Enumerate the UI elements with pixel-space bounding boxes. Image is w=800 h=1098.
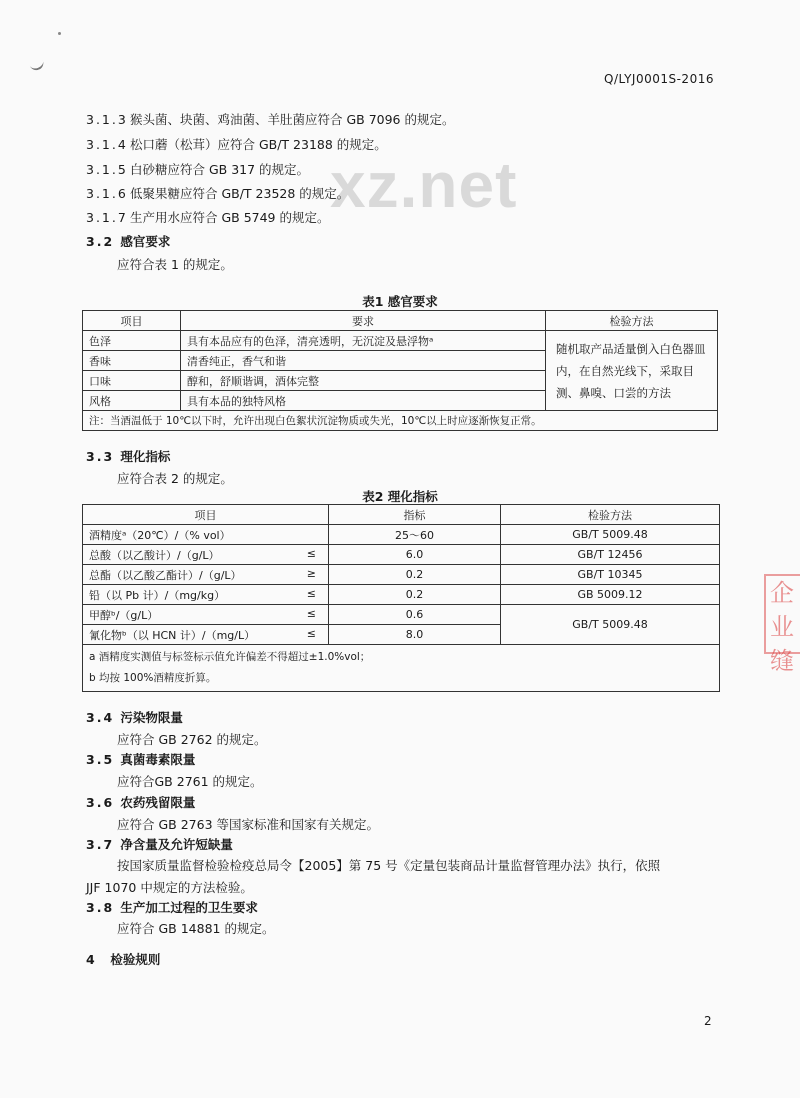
row-method: GB/T 5009.48 [501, 605, 720, 645]
section-3-4-body: 应符合 GB 2762 的规定。 [117, 732, 267, 747]
row-value: 0.2 [329, 585, 501, 605]
row-item: 酒精度ᵃ（20℃）/（% vol） [83, 525, 329, 545]
table-header-row [83, 311, 718, 331]
table-header-row [83, 505, 720, 525]
row-method: GB/T 12456 [501, 545, 720, 565]
section-3-5-heading: 3.5 真菌毒素限量 [86, 752, 196, 767]
row-value: 8.0 [329, 625, 501, 645]
section-3-7-body: 按国家质量监督检验检疫总局令【2005】第 75 号《定量包装商品计量监督管理办法》执行，依照 [117, 858, 661, 873]
row-item: 香味 [83, 351, 181, 371]
table-1-note: 注：当酒温低于 10℃以下时，允许出现白色絮状沉淀物质或失光，10℃以上时应逐渐恢复正常。 [83, 411, 718, 431]
header-item: 项目 [83, 311, 181, 331]
table-2-notes [83, 645, 720, 692]
stamp-text-1: 企业 [770, 579, 794, 641]
scan-dot [58, 32, 61, 35]
header-method: 检验方法 [501, 505, 720, 525]
sensory-table [82, 310, 718, 431]
section-3-7-heading: 3.7 净含量及允许短缺量 [86, 837, 233, 852]
row-item: 甲醇ᵇ/（g/L） ≤ [83, 605, 329, 625]
header-method: 检验方法 [546, 311, 718, 331]
row-item: 总酯（以乙酸乙酯计）/（g/L） ≥ [83, 565, 329, 585]
row-requirement: 具有本品应有的色泽，清亮透明，无沉淀及悬浮物ᵃ [181, 331, 546, 351]
row-method: GB/T 5009.48 [501, 525, 720, 545]
row-requirement: 醇和，舒顺谐调，酒体完整 [181, 371, 546, 391]
inspection-method: 随机取产品适量倒入白色器皿内，在自然光线下，采取目测、鼻嗅、口尝的方法 [546, 331, 718, 411]
row-item: 风格 [83, 391, 181, 411]
table-row [83, 565, 720, 585]
scan-mark [29, 58, 46, 72]
table-note-row [83, 411, 718, 431]
clause-3-1-5: 3.1.5 白砂糖应符合 GB 317 的规定。 [86, 162, 310, 177]
physicochemical-table [82, 504, 720, 692]
seal-stamp-fragment [764, 574, 800, 675]
table-2-note-b: b 均按 100%酒精度折算。 [89, 672, 217, 684]
section-3-3-body: 应符合表 2 的规定。 [117, 471, 233, 486]
page-number: 2 [704, 1014, 712, 1028]
header-value: 指标 [329, 505, 501, 525]
row-item: 总酸（以乙酸计）/（g/L） ≤ [83, 545, 329, 565]
row-requirement: 具有本品的独特风格 [181, 391, 546, 411]
row-value: 0.2 [329, 565, 501, 585]
section-3-6-heading: 3.6 农药残留限量 [86, 795, 196, 810]
section-3-7-body-cont: JJF 1070 中规定的方法检验。 [86, 880, 253, 895]
section-3-8-body: 应符合 GB 14881 的规定。 [117, 921, 275, 936]
section-3-5-body: 应符合GB 2761 的规定。 [117, 774, 263, 789]
row-item: 口味 [83, 371, 181, 391]
table-note-row [83, 645, 720, 692]
section-3-2-heading: 3.2 感官要求 [86, 234, 171, 249]
row-value: 25～60 [329, 525, 501, 545]
table-row [83, 585, 720, 605]
row-requirement: 清香纯正，香气和谐 [181, 351, 546, 371]
row-item: 铅（以 Pb 计）/（mg/kg） ≤ [83, 585, 329, 605]
stamp-text-2: 缝 [770, 647, 794, 675]
header-requirement: 要求 [181, 311, 546, 331]
section-3-4-heading: 3.4 污染物限量 [86, 710, 183, 725]
table-row [83, 331, 718, 351]
clause-3-1-4: 3.1.4 松口蘑（松茸）应符合 GB/T 23188 的规定。 [86, 137, 387, 152]
section-3-2-body: 应符合表 1 的规定。 [117, 257, 233, 272]
document-code: Q/LYJ0001S-2016 [604, 72, 714, 86]
table-2-caption: 表2 理化指标 [362, 489, 438, 504]
clause-3-1-3: 3.1.3 猴头菌、块菌、鸡油菌、羊肚菌应符合 GB 7096 的规定。 [86, 112, 455, 127]
table-row [83, 525, 720, 545]
table-row [83, 605, 720, 625]
section-3-6-body: 应符合 GB 2763 等国家标准和国家有关规定。 [117, 817, 379, 832]
section-4-heading: 4 检验规则 [86, 952, 161, 967]
section-3-3-heading: 3.3 理化指标 [86, 449, 171, 464]
row-value: 6.0 [329, 545, 501, 565]
table-row [83, 545, 720, 565]
row-method: GB 5009.12 [501, 585, 720, 605]
row-method: GB/T 10345 [501, 565, 720, 585]
table-1-caption: 表1 感官要求 [362, 294, 438, 309]
row-item: 色泽 [83, 331, 181, 351]
watermark: xz.net [330, 149, 518, 221]
table-2-note-a: a 酒精度实测值与标签标示值允许偏差不得超过±1.0%vol； [89, 651, 371, 663]
section-3-8-heading: 3.8 生产加工过程的卫生要求 [86, 900, 258, 915]
row-value: 0.6 [329, 605, 501, 625]
header-item: 项目 [83, 505, 329, 525]
row-item: 氰化物ᵇ（以 HCN 计）/（mg/L） ≤ [83, 625, 329, 645]
clause-3-1-7: 3.1.7 生产用水应符合 GB 5749 的规定。 [86, 210, 330, 225]
clause-3-1-6: 3.1.6 低聚果糖应符合 GB/T 23528 的规定。 [86, 186, 350, 201]
